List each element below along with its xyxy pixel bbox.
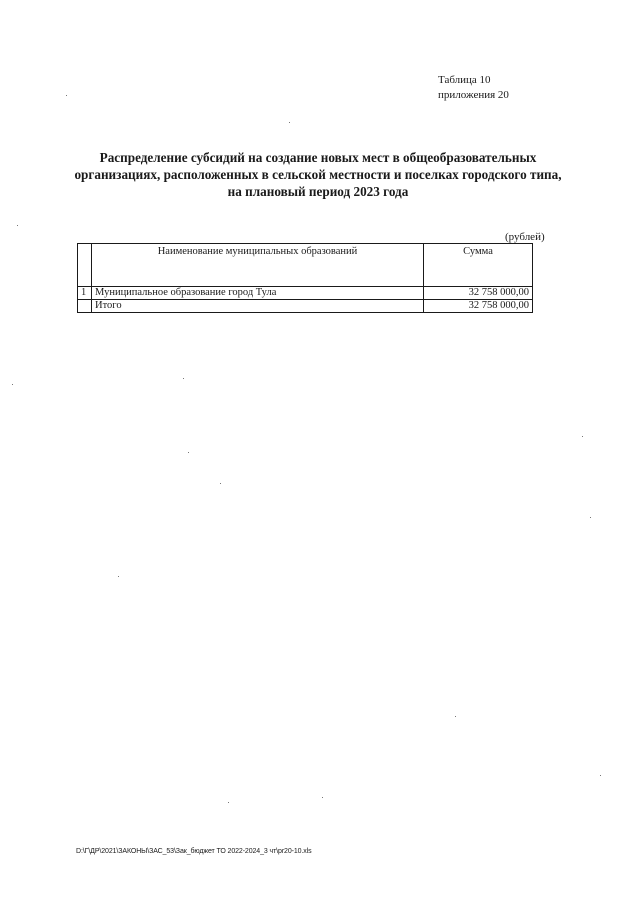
scan-speck (17, 225, 18, 226)
row-municipality: Муниципальное образование город Тула (92, 287, 424, 300)
table-header-row (78, 244, 533, 287)
scan-speck (289, 122, 290, 123)
total-label: Итого (92, 300, 424, 313)
scan-speck (228, 802, 229, 803)
title-line-2: организациях, расположенных в сельской местности и поселках городского типа, (74, 167, 562, 182)
scan-speck (183, 378, 184, 379)
total-sum: 32 758 000,00 (424, 300, 533, 313)
file-path-footer: D:\Г\ДР\2021\ЗАКОНЫ\ЗАС_53\Зак_бюджет ТО 2022-2024_3 чт\pr20-10.xls (76, 848, 312, 855)
scan-speck (12, 384, 13, 385)
scan-speck (66, 95, 67, 96)
scan-speck (600, 775, 601, 776)
appendix-number: приложения 20 (438, 89, 509, 101)
row-number: 1 (78, 287, 92, 300)
table-number: Таблица 10 (438, 74, 491, 86)
scan-speck (590, 517, 591, 518)
scan-speck (455, 716, 456, 717)
scan-speck (582, 436, 583, 437)
total-number (78, 300, 92, 313)
document-title (70, 149, 566, 200)
header-sum: Сумма (424, 244, 533, 287)
scan-speck (220, 483, 221, 484)
units-label: (рублей) (505, 231, 545, 243)
title-line-1: Распределение субсидий на создание новых мест в общеобразовательных (99, 150, 537, 165)
subsidy-table (77, 243, 533, 313)
scan-speck (118, 576, 119, 577)
scan-speck (188, 452, 189, 453)
table-reference-note (438, 73, 509, 103)
table-total-row (78, 300, 533, 313)
header-index (78, 244, 92, 287)
row-sum: 32 758 000,00 (424, 287, 533, 300)
table-row (78, 287, 533, 300)
scan-speck (322, 797, 323, 798)
title-line-3: на плановый период 2023 года (227, 184, 409, 199)
header-municipality: Наименование муниципальных образований (92, 244, 424, 287)
